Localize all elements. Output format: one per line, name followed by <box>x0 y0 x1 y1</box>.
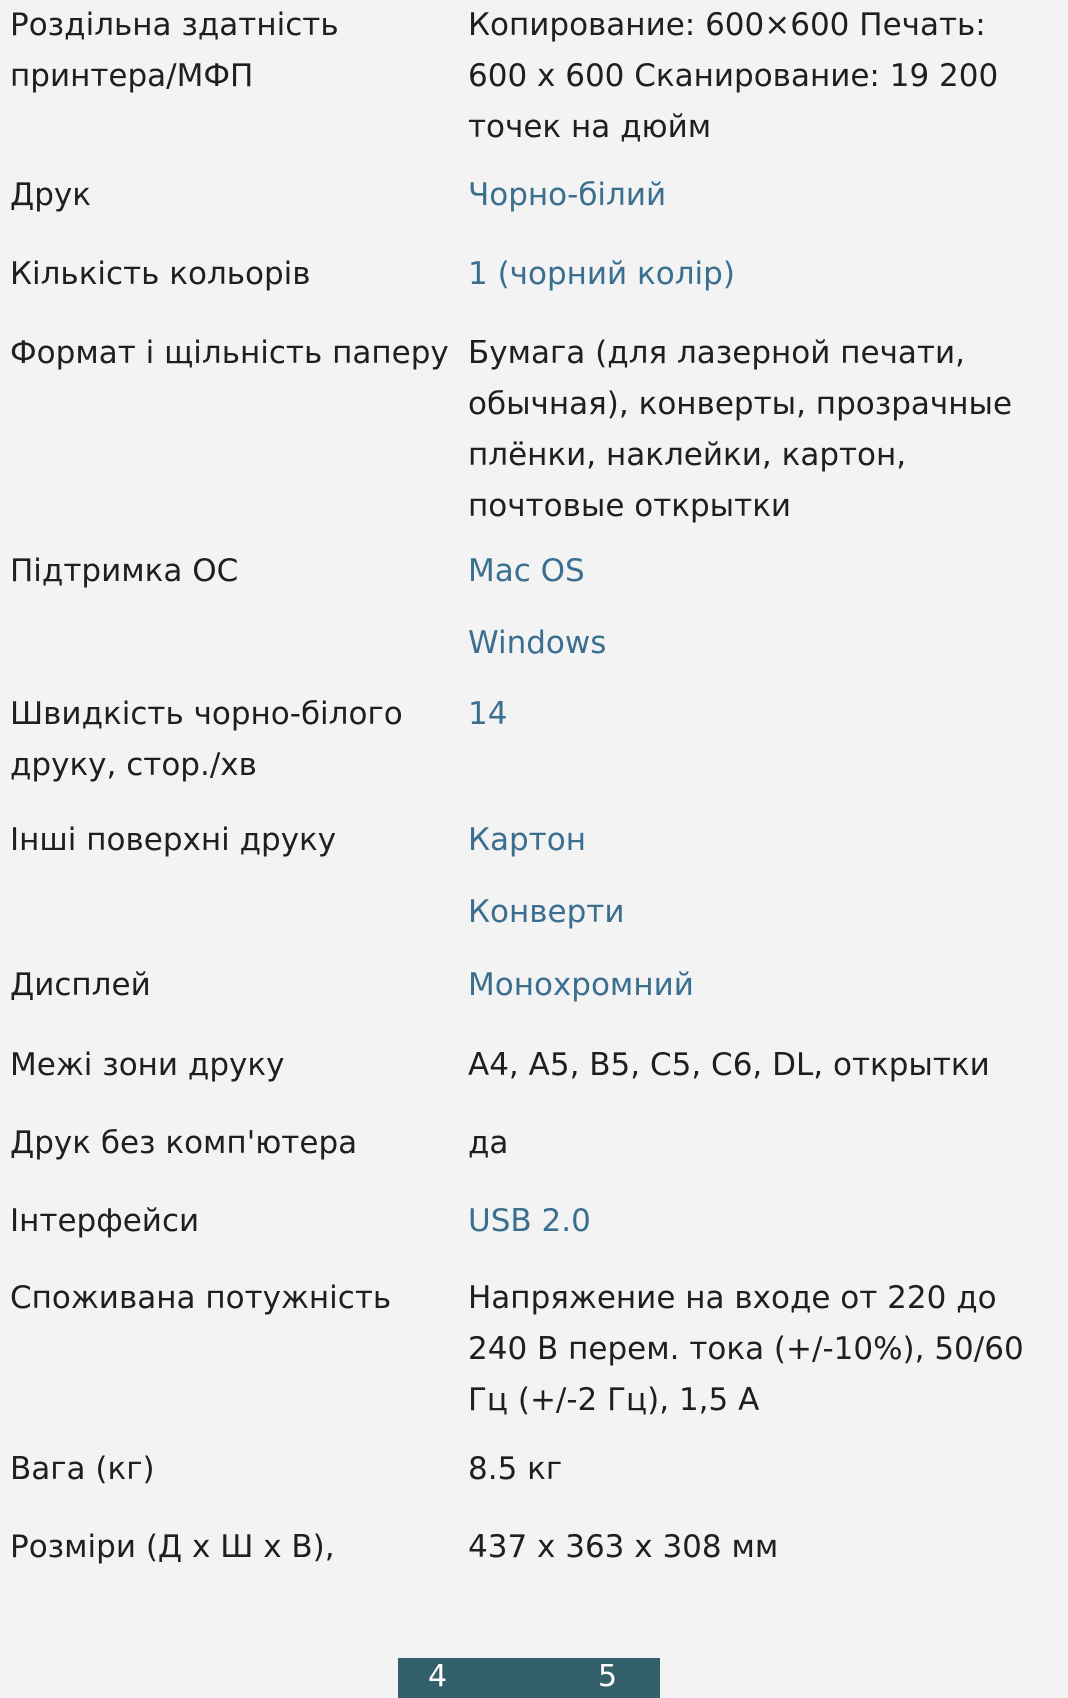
spec-label: Швидкість чорно-білого друку, стор./хв <box>10 696 403 783</box>
spec-row <box>10 689 1060 791</box>
spec-value <box>468 328 1060 532</box>
spec-row <box>10 1118 1060 1169</box>
spec-label: Вага (кг) <box>10 1451 155 1487</box>
spec-label: Друк <box>10 177 91 213</box>
spec-value-link[interactable]: Чорно-білий <box>468 177 667 213</box>
spec-value-text: 8.5 кг <box>468 1451 563 1487</box>
spec-value <box>468 1273 1060 1426</box>
spec-row <box>10 815 1060 938</box>
spec-value-link[interactable]: Конверти <box>468 894 625 930</box>
spec-label: Друк без комп'ютера <box>10 1125 358 1161</box>
spec-value <box>468 0 1060 153</box>
spec-label: Підтримка ОС <box>10 553 239 589</box>
spec-label: Формат і щільність паперу <box>10 335 449 371</box>
spec-label: Роздільна здатність принтера/МФП <box>10 7 339 94</box>
spec-value-text: да <box>468 1125 509 1161</box>
spec-row <box>10 1444 1060 1495</box>
spec-value-text: Копирование: 600×600 Печать: 600 х 600 Сканирование: 19 200 точек на дюйм <box>468 7 999 145</box>
bottom-bar-right-text: 5 <box>598 1659 618 1694</box>
spec-value <box>468 689 1060 740</box>
spec-row <box>10 249 1060 300</box>
spec-value-link[interactable]: USB 2.0 <box>468 1203 591 1239</box>
spec-value-text: А4, А5, В5, С5, С6, DL, открытки <box>468 1047 990 1083</box>
spec-value-link[interactable]: Mac OS <box>468 553 585 589</box>
spec-value <box>468 960 1060 1011</box>
spec-row <box>10 1040 1060 1091</box>
spec-label: Споживана потужність <box>10 1280 392 1316</box>
spec-row <box>10 328 1060 532</box>
spec-row <box>10 1273 1060 1426</box>
spec-value <box>468 1118 1060 1169</box>
spec-value-link[interactable]: Картон <box>468 822 586 858</box>
bottom-bar-left-text: 4 <box>428 1659 448 1694</box>
spec-label: Дисплей <box>10 967 151 1003</box>
spec-label: Інші поверхні друку <box>10 822 337 858</box>
spec-label: Інтерфейси <box>10 1203 200 1239</box>
spec-value-text: Бумага (для лазерной печати, обычная), конверты, прозрачные плёнки, наклейки, картон, почтовые открытки <box>468 335 1013 524</box>
spec-row <box>10 0 1060 153</box>
spec-row <box>10 960 1060 1011</box>
spec-value <box>468 249 1060 300</box>
spec-value <box>468 1196 1060 1247</box>
spec-row <box>10 546 1060 669</box>
spec-value-link[interactable]: Монохромний <box>468 967 694 1003</box>
spec-label: Кількість кольорів <box>10 256 311 292</box>
spec-value <box>468 546 1060 669</box>
spec-value-text: Напряжение на входе от 220 до 240 В перем. тока (+/-10%), 50/60 Гц (+/-2 Гц), 1,5 А <box>468 1280 1024 1418</box>
spec-value-link[interactable]: 1 (чорний колір) <box>468 256 735 292</box>
spec-row <box>10 1522 1060 1573</box>
spec-row <box>10 170 1060 221</box>
bottom-overlay-bar[interactable] <box>398 1658 660 1698</box>
spec-value <box>468 1522 1060 1573</box>
spec-value-text: 437 х 363 х 308 мм <box>468 1529 779 1565</box>
spec-value <box>468 170 1060 221</box>
spec-label: Межі зони друку <box>10 1047 285 1083</box>
spec-label: Розміри (Д х Ш х В), <box>10 1529 335 1565</box>
spec-value-link[interactable]: Windows <box>468 625 607 661</box>
spec-value-link[interactable]: 14 <box>468 696 508 732</box>
spec-value <box>468 815 1060 938</box>
spec-row <box>10 1196 1060 1247</box>
spec-value <box>468 1444 1060 1495</box>
spec-value <box>468 1040 1060 1091</box>
